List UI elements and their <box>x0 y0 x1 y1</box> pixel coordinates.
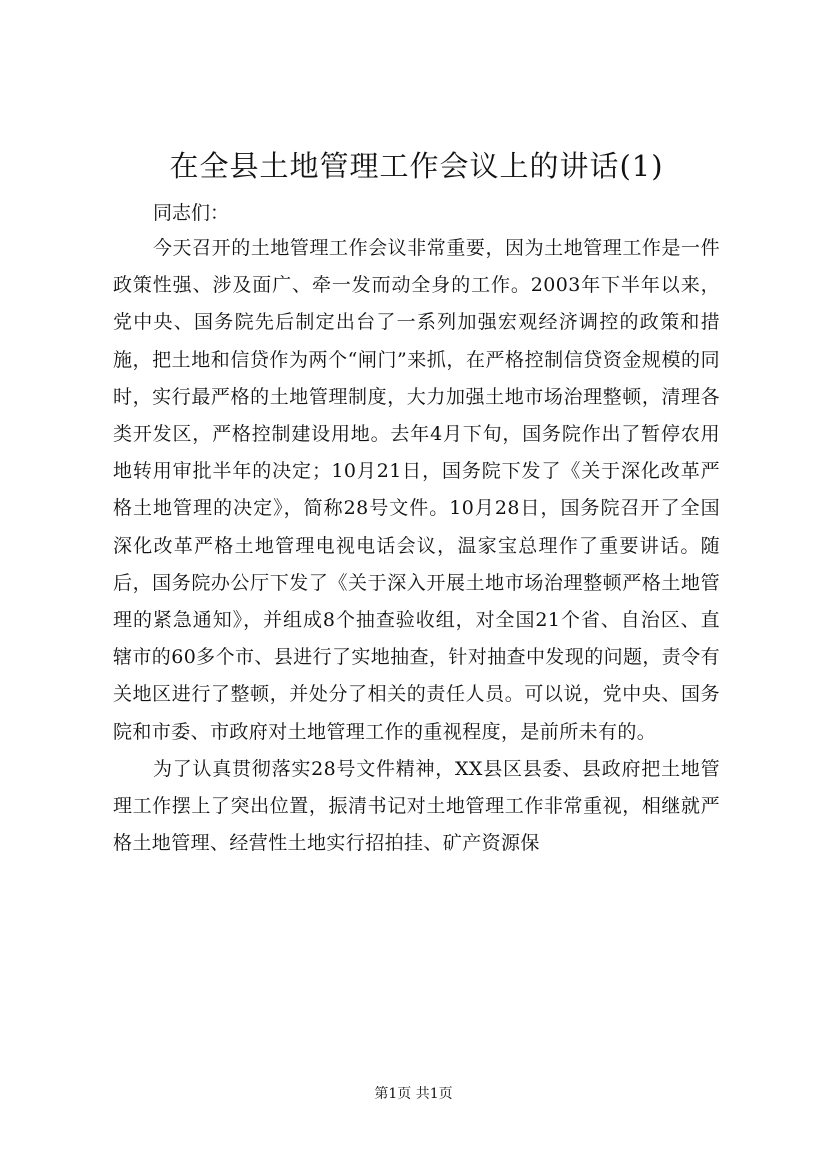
body-paragraph-1: 今天召开的土地管理工作会议非常重要，因为土地管理工作是一件政策性强、涉及面广、牵一发而动全身的工作。2003年下半年以来，党中央、国务院先后制定出台了一系列加强宏观经济调控的政策和措施，把土地和信贷作为两个“闸门”来抓，在严格控制信贷资金规模的同时，实行最严格的土地管理制度，大力加强土地市场治理整顿，清理各类开发区，严格控制建设用地。去年4月下旬，国务院作出了暂停农用地转用审批半年的决定；10月21日，国务院下发了《关于深化改革严格土地管理的决定》，简称28号文件。10月28日，国务院召开了全国深化改革严格土地管理电视电话会议，温家宝总理作了重要讲话。随后，国务院办公厅下发了《关于深入开展土地市场治理整顿严格土地管理的紧急通知》，并组成8个抽查验收组，对全国21个省、自治区、直辖市的60多个市、县进行了实地抽查，针对抽查中发现的问题，责令有关地区进行了整顿，并处分了相关的责任人员。可以说，党中央、国务院和市委、市政府对土地管理工作的重视程度，是前所未有的。 <box>113 237 720 743</box>
body-paragraph-2: 为了认真贯彻落实28号文件精神，XX县区县委、县政府把土地管理工作摆上了突出位置，振清书记对土地管理工作非常重视，相继就严格土地管理、经营性土地实行招拍挂、矿产资源保 <box>113 757 720 855</box>
page-footer: 第1页 共1页 <box>374 1086 453 1102</box>
greeting-line: 同志们： <box>153 202 230 224</box>
document-title: 在全县土地管理工作会议上的讲话(1) <box>169 149 664 183</box>
